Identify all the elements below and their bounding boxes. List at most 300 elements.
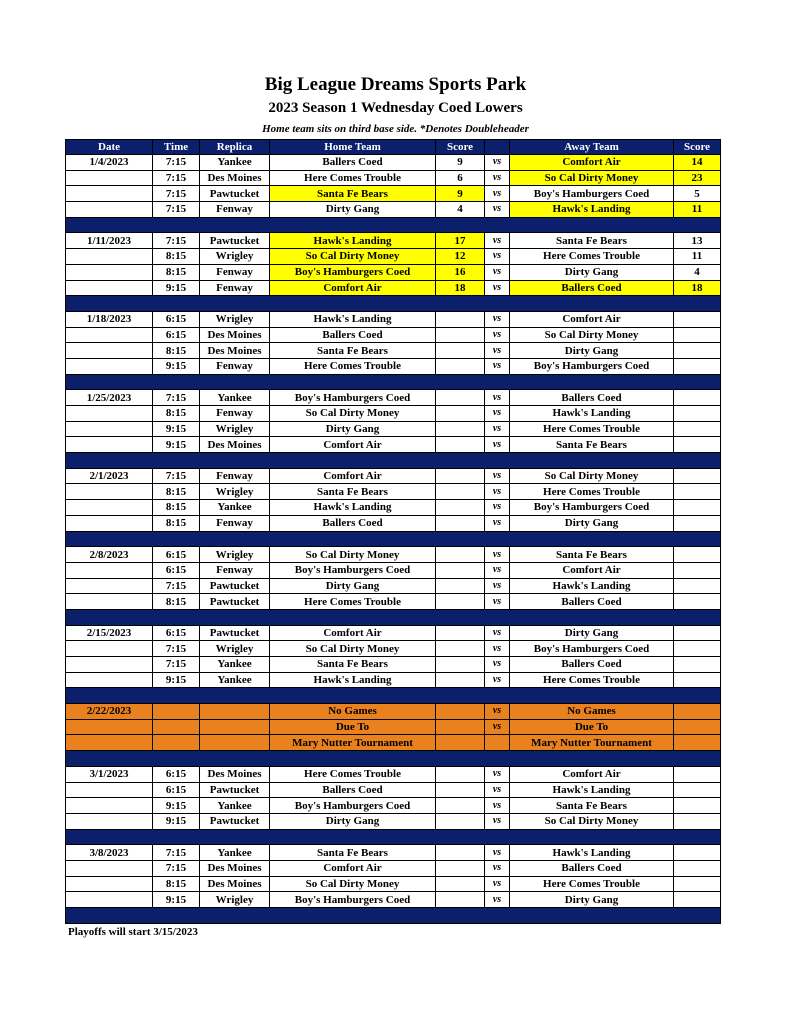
game-date: 1/11/2023 bbox=[66, 233, 153, 249]
game-time: 7:15 bbox=[153, 468, 200, 484]
home-team: Here Comes Trouble bbox=[270, 766, 436, 782]
game-date bbox=[66, 280, 153, 296]
game-date bbox=[66, 202, 153, 218]
game-row bbox=[66, 515, 721, 531]
away-score: 11 bbox=[674, 249, 721, 265]
game-row bbox=[66, 641, 721, 657]
game-time: 6:15 bbox=[153, 311, 200, 327]
game-row bbox=[66, 280, 721, 296]
away-team: Ballers Coed bbox=[510, 657, 674, 673]
game-date bbox=[66, 876, 153, 892]
week-separator bbox=[66, 296, 721, 312]
game-time: 7:15 bbox=[153, 657, 200, 673]
home-score bbox=[436, 578, 485, 594]
away-team: Comfort Air bbox=[510, 155, 674, 171]
game-row bbox=[66, 719, 721, 735]
game-time: 7:15 bbox=[153, 186, 200, 202]
field-replica: Wrigley bbox=[200, 547, 270, 563]
field-replica: Fenway bbox=[200, 468, 270, 484]
game-row bbox=[66, 233, 721, 249]
field-replica: Fenway bbox=[200, 562, 270, 578]
game-date bbox=[66, 515, 153, 531]
game-date: 1/4/2023 bbox=[66, 155, 153, 171]
away-team: So Cal Dirty Money bbox=[510, 813, 674, 829]
away-team: Comfort Air bbox=[510, 766, 674, 782]
home-score bbox=[436, 358, 485, 374]
field-replica: Des Moines bbox=[200, 343, 270, 359]
home-score: 9 bbox=[436, 155, 485, 171]
home-score bbox=[436, 421, 485, 437]
game-date: 2/8/2023 bbox=[66, 547, 153, 563]
game-time: 7:15 bbox=[153, 641, 200, 657]
game-time: 8:15 bbox=[153, 876, 200, 892]
home-score bbox=[436, 672, 485, 688]
vs-label: vs bbox=[485, 562, 510, 578]
week-separator-bar bbox=[66, 908, 721, 924]
home-team: Comfort Air bbox=[270, 437, 436, 453]
field-replica: Pawtucket bbox=[200, 813, 270, 829]
field-replica: Wrigley bbox=[200, 484, 270, 500]
game-date: 3/8/2023 bbox=[66, 845, 153, 861]
away-team: So Cal Dirty Money bbox=[510, 327, 674, 343]
away-team: Hawk's Landing bbox=[510, 782, 674, 798]
away-team: Hawk's Landing bbox=[510, 845, 674, 861]
header-vs bbox=[485, 140, 510, 155]
field-replica: Yankee bbox=[200, 155, 270, 171]
vs-label: vs bbox=[485, 249, 510, 265]
vs-label: vs bbox=[485, 782, 510, 798]
field-replica: Wrigley bbox=[200, 641, 270, 657]
away-score bbox=[674, 641, 721, 657]
away-score: 13 bbox=[674, 233, 721, 249]
field-replica: Pawtucket bbox=[200, 782, 270, 798]
home-team: Dirty Gang bbox=[270, 578, 436, 594]
home-team: No Games bbox=[270, 704, 436, 720]
vs-label: vs bbox=[485, 594, 510, 610]
home-score bbox=[436, 892, 485, 908]
game-row bbox=[66, 594, 721, 610]
home-score bbox=[436, 484, 485, 500]
game-time: 8:15 bbox=[153, 484, 200, 500]
vs-label: vs bbox=[485, 280, 510, 296]
field-replica: Fenway bbox=[200, 264, 270, 280]
away-team: Boy's Hamburgers Coed bbox=[510, 358, 674, 374]
vs-label: vs bbox=[485, 264, 510, 280]
field-replica: Pawtucket bbox=[200, 233, 270, 249]
away-score bbox=[674, 468, 721, 484]
vs-label: vs bbox=[485, 437, 510, 453]
game-time: 6:15 bbox=[153, 562, 200, 578]
away-score bbox=[674, 358, 721, 374]
week-separator bbox=[66, 908, 721, 924]
game-time: 6:15 bbox=[153, 625, 200, 641]
field-replica: Yankee bbox=[200, 845, 270, 861]
home-team: Ballers Coed bbox=[270, 515, 436, 531]
home-score: 12 bbox=[436, 249, 485, 265]
header-home-team: Home Team bbox=[270, 140, 436, 155]
week-separator-bar bbox=[66, 609, 721, 625]
game-time: 7:15 bbox=[153, 390, 200, 406]
week-separator-bar bbox=[66, 688, 721, 704]
vs-label: vs bbox=[485, 813, 510, 829]
home-score bbox=[436, 468, 485, 484]
home-score bbox=[436, 547, 485, 563]
week-separator-bar bbox=[66, 751, 721, 767]
game-date bbox=[66, 500, 153, 516]
field-replica: Wrigley bbox=[200, 421, 270, 437]
game-row bbox=[66, 860, 721, 876]
vs-label: vs bbox=[485, 515, 510, 531]
away-team: So Cal Dirty Money bbox=[510, 170, 674, 186]
schedule-note: Home team sits on third base side. *Denotes Doubleheader bbox=[262, 123, 529, 135]
away-score bbox=[674, 892, 721, 908]
game-time: 6:15 bbox=[153, 547, 200, 563]
home-score bbox=[436, 406, 485, 422]
home-score: 9 bbox=[436, 186, 485, 202]
away-team: Boy's Hamburgers Coed bbox=[510, 186, 674, 202]
home-score: 4 bbox=[436, 202, 485, 218]
game-time: 9:15 bbox=[153, 813, 200, 829]
vs-label: vs bbox=[485, 876, 510, 892]
game-row bbox=[66, 484, 721, 500]
vs-label: vs bbox=[485, 311, 510, 327]
game-date: 1/18/2023 bbox=[66, 311, 153, 327]
away-team: Here Comes Trouble bbox=[510, 249, 674, 265]
home-score bbox=[436, 390, 485, 406]
home-score: 16 bbox=[436, 264, 485, 280]
game-date bbox=[66, 798, 153, 814]
home-team: Santa Fe Bears bbox=[270, 657, 436, 673]
vs-label: vs bbox=[485, 657, 510, 673]
home-score bbox=[436, 625, 485, 641]
home-team: Boy's Hamburgers Coed bbox=[270, 892, 436, 908]
vs-label: vs bbox=[485, 860, 510, 876]
game-row bbox=[66, 562, 721, 578]
home-team: Boy's Hamburgers Coed bbox=[270, 562, 436, 578]
game-time: 7:15 bbox=[153, 845, 200, 861]
away-team: So Cal Dirty Money bbox=[510, 468, 674, 484]
game-date bbox=[66, 860, 153, 876]
away-team: Boy's Hamburgers Coed bbox=[510, 500, 674, 516]
home-team: Comfort Air bbox=[270, 468, 436, 484]
field-replica: Des Moines bbox=[200, 170, 270, 186]
vs-label: vs bbox=[485, 484, 510, 500]
home-score bbox=[436, 798, 485, 814]
away-score bbox=[674, 578, 721, 594]
game-row bbox=[66, 155, 721, 171]
vs-label: vs bbox=[485, 358, 510, 374]
vs-label: vs bbox=[485, 845, 510, 861]
home-score bbox=[436, 876, 485, 892]
home-team: Dirty Gang bbox=[270, 813, 436, 829]
home-score: 6 bbox=[436, 170, 485, 186]
week-separator-bar bbox=[66, 531, 721, 547]
home-score: 17 bbox=[436, 233, 485, 249]
game-time: 9:15 bbox=[153, 798, 200, 814]
away-score bbox=[674, 672, 721, 688]
field-replica: Wrigley bbox=[200, 892, 270, 908]
week-separator-bar bbox=[66, 296, 721, 312]
away-team: Hawk's Landing bbox=[510, 202, 674, 218]
away-score bbox=[674, 327, 721, 343]
playoffs-note: Playoffs will start 3/15/2023 bbox=[68, 926, 198, 938]
away-score bbox=[674, 845, 721, 861]
header-away-score: Score bbox=[674, 140, 721, 155]
home-score bbox=[436, 813, 485, 829]
home-score bbox=[436, 327, 485, 343]
home-score bbox=[436, 719, 485, 735]
away-score bbox=[674, 704, 721, 720]
game-row bbox=[66, 892, 721, 908]
away-team: Santa Fe Bears bbox=[510, 798, 674, 814]
week-separator bbox=[66, 751, 721, 767]
game-date bbox=[66, 186, 153, 202]
game-time: 9:15 bbox=[153, 672, 200, 688]
game-row bbox=[66, 735, 721, 751]
field-replica: Fenway bbox=[200, 406, 270, 422]
page-title: Big League Dreams Sports Park bbox=[264, 74, 527, 95]
game-time: 6:15 bbox=[153, 327, 200, 343]
game-row bbox=[66, 202, 721, 218]
week-separator bbox=[66, 609, 721, 625]
game-time: 9:15 bbox=[153, 421, 200, 437]
away-score bbox=[674, 562, 721, 578]
game-time: 8:15 bbox=[153, 343, 200, 359]
game-row bbox=[66, 406, 721, 422]
away-team: Ballers Coed bbox=[510, 390, 674, 406]
home-team: Santa Fe Bears bbox=[270, 484, 436, 500]
away-score bbox=[674, 421, 721, 437]
home-team: Hawk's Landing bbox=[270, 311, 436, 327]
week-separator-bar bbox=[66, 217, 721, 233]
vs-label: vs bbox=[485, 578, 510, 594]
game-date: 1/25/2023 bbox=[66, 390, 153, 406]
game-time bbox=[153, 719, 200, 735]
away-score: 4 bbox=[674, 264, 721, 280]
home-team: Comfort Air bbox=[270, 280, 436, 296]
home-score bbox=[436, 311, 485, 327]
game-time: 8:15 bbox=[153, 249, 200, 265]
game-date bbox=[66, 437, 153, 453]
home-score bbox=[436, 766, 485, 782]
week-separator bbox=[66, 688, 721, 704]
home-score bbox=[436, 845, 485, 861]
away-score bbox=[674, 860, 721, 876]
field-replica bbox=[200, 704, 270, 720]
home-score: 18 bbox=[436, 280, 485, 296]
away-team: Dirty Gang bbox=[510, 892, 674, 908]
away-team: Here Comes Trouble bbox=[510, 672, 674, 688]
week-separator bbox=[66, 374, 721, 390]
game-date bbox=[66, 735, 153, 751]
away-score bbox=[674, 782, 721, 798]
game-date bbox=[66, 672, 153, 688]
game-row bbox=[66, 390, 721, 406]
game-time: 7:15 bbox=[153, 578, 200, 594]
vs-label: vs bbox=[485, 672, 510, 688]
field-replica: Des Moines bbox=[200, 876, 270, 892]
away-score bbox=[674, 406, 721, 422]
game-row bbox=[66, 625, 721, 641]
game-row bbox=[66, 264, 721, 280]
away-team: Dirty Gang bbox=[510, 343, 674, 359]
field-replica: Fenway bbox=[200, 515, 270, 531]
vs-label: vs bbox=[485, 421, 510, 437]
field-replica: Yankee bbox=[200, 390, 270, 406]
field-replica: Des Moines bbox=[200, 437, 270, 453]
vs-label: vs bbox=[485, 327, 510, 343]
home-team: Dirty Gang bbox=[270, 202, 436, 218]
away-score bbox=[674, 876, 721, 892]
away-team: Hawk's Landing bbox=[510, 578, 674, 594]
game-time bbox=[153, 704, 200, 720]
week-separator bbox=[66, 829, 721, 845]
home-team: Ballers Coed bbox=[270, 782, 436, 798]
home-team: Ballers Coed bbox=[270, 327, 436, 343]
field-replica: Yankee bbox=[200, 798, 270, 814]
header-away-team: Away Team bbox=[510, 140, 674, 155]
away-team: Santa Fe Bears bbox=[510, 233, 674, 249]
home-team: Here Comes Trouble bbox=[270, 170, 436, 186]
game-time: 6:15 bbox=[153, 782, 200, 798]
field-replica: Wrigley bbox=[200, 311, 270, 327]
game-time: 7:15 bbox=[153, 860, 200, 876]
vs-label: vs bbox=[485, 719, 510, 735]
game-date bbox=[66, 594, 153, 610]
away-score: 18 bbox=[674, 280, 721, 296]
game-date bbox=[66, 562, 153, 578]
vs-label: vs bbox=[485, 390, 510, 406]
away-team: No Games bbox=[510, 704, 674, 720]
week-separator-bar bbox=[66, 829, 721, 845]
home-team: Boy's Hamburgers Coed bbox=[270, 798, 436, 814]
game-row bbox=[66, 249, 721, 265]
home-team: Boy's Hamburgers Coed bbox=[270, 390, 436, 406]
home-team: Here Comes Trouble bbox=[270, 594, 436, 610]
away-score bbox=[674, 719, 721, 735]
game-time: 9:15 bbox=[153, 358, 200, 374]
home-team: Due To bbox=[270, 719, 436, 735]
away-score bbox=[674, 515, 721, 531]
game-date bbox=[66, 641, 153, 657]
away-team: Here Comes Trouble bbox=[510, 876, 674, 892]
away-score bbox=[674, 798, 721, 814]
home-score bbox=[436, 735, 485, 751]
game-date bbox=[66, 657, 153, 673]
away-score bbox=[674, 437, 721, 453]
game-date bbox=[66, 813, 153, 829]
game-date bbox=[66, 578, 153, 594]
home-team: Here Comes Trouble bbox=[270, 358, 436, 374]
game-date bbox=[66, 892, 153, 908]
away-score bbox=[674, 625, 721, 641]
away-team: Mary Nutter Tournament bbox=[510, 735, 674, 751]
header-time: Time bbox=[153, 140, 200, 155]
away-team: Ballers Coed bbox=[510, 860, 674, 876]
game-row bbox=[66, 186, 721, 202]
field-replica: Fenway bbox=[200, 202, 270, 218]
game-time: 7:15 bbox=[153, 233, 200, 249]
field-replica: Yankee bbox=[200, 657, 270, 673]
game-row bbox=[66, 343, 721, 359]
game-row bbox=[66, 327, 721, 343]
game-time: 7:15 bbox=[153, 170, 200, 186]
home-score bbox=[436, 641, 485, 657]
home-team: Mary Nutter Tournament bbox=[270, 735, 436, 751]
vs-label: vs bbox=[485, 186, 510, 202]
away-score bbox=[674, 343, 721, 359]
field-replica: Fenway bbox=[200, 280, 270, 296]
header-replica: Replica bbox=[200, 140, 270, 155]
vs-label: vs bbox=[485, 468, 510, 484]
field-replica bbox=[200, 719, 270, 735]
vs-label: vs bbox=[485, 547, 510, 563]
header-date: Date bbox=[66, 140, 153, 155]
away-score: 14 bbox=[674, 155, 721, 171]
game-date: 2/1/2023 bbox=[66, 468, 153, 484]
home-score bbox=[436, 562, 485, 578]
home-score bbox=[436, 437, 485, 453]
home-score bbox=[436, 343, 485, 359]
week-separator bbox=[66, 453, 721, 469]
game-row bbox=[66, 657, 721, 673]
field-replica: Des Moines bbox=[200, 860, 270, 876]
away-team: Here Comes Trouble bbox=[510, 421, 674, 437]
game-date bbox=[66, 170, 153, 186]
away-score: 11 bbox=[674, 202, 721, 218]
home-score bbox=[436, 704, 485, 720]
away-score: 23 bbox=[674, 170, 721, 186]
away-team: Comfort Air bbox=[510, 562, 674, 578]
game-date bbox=[66, 406, 153, 422]
away-score bbox=[674, 657, 721, 673]
game-row bbox=[66, 672, 721, 688]
away-team: Dirty Gang bbox=[510, 515, 674, 531]
week-separator bbox=[66, 217, 721, 233]
game-date: 2/15/2023 bbox=[66, 625, 153, 641]
home-team: So Cal Dirty Money bbox=[270, 641, 436, 657]
game-time: 7:15 bbox=[153, 155, 200, 171]
vs-label: vs bbox=[485, 625, 510, 641]
vs-label: vs bbox=[485, 892, 510, 908]
schedule-table bbox=[65, 139, 721, 924]
game-time: 8:15 bbox=[153, 500, 200, 516]
vs-label: vs bbox=[485, 704, 510, 720]
away-score bbox=[674, 484, 721, 500]
field-replica: Pawtucket bbox=[200, 186, 270, 202]
game-date bbox=[66, 719, 153, 735]
game-row bbox=[66, 704, 721, 720]
away-team: Ballers Coed bbox=[510, 280, 674, 296]
vs-label: vs bbox=[485, 155, 510, 171]
game-date bbox=[66, 343, 153, 359]
game-row bbox=[66, 813, 721, 829]
away-team: Santa Fe Bears bbox=[510, 437, 674, 453]
home-score bbox=[436, 594, 485, 610]
game-row bbox=[66, 845, 721, 861]
vs-label: vs bbox=[485, 500, 510, 516]
home-team: Boy's Hamburgers Coed bbox=[270, 264, 436, 280]
away-team: Dirty Gang bbox=[510, 625, 674, 641]
home-team: So Cal Dirty Money bbox=[270, 876, 436, 892]
game-time: 9:15 bbox=[153, 437, 200, 453]
game-row bbox=[66, 358, 721, 374]
game-row bbox=[66, 421, 721, 437]
header-home-score: Score bbox=[436, 140, 485, 155]
game-date bbox=[66, 327, 153, 343]
game-time: 9:15 bbox=[153, 892, 200, 908]
home-team: Comfort Air bbox=[270, 625, 436, 641]
